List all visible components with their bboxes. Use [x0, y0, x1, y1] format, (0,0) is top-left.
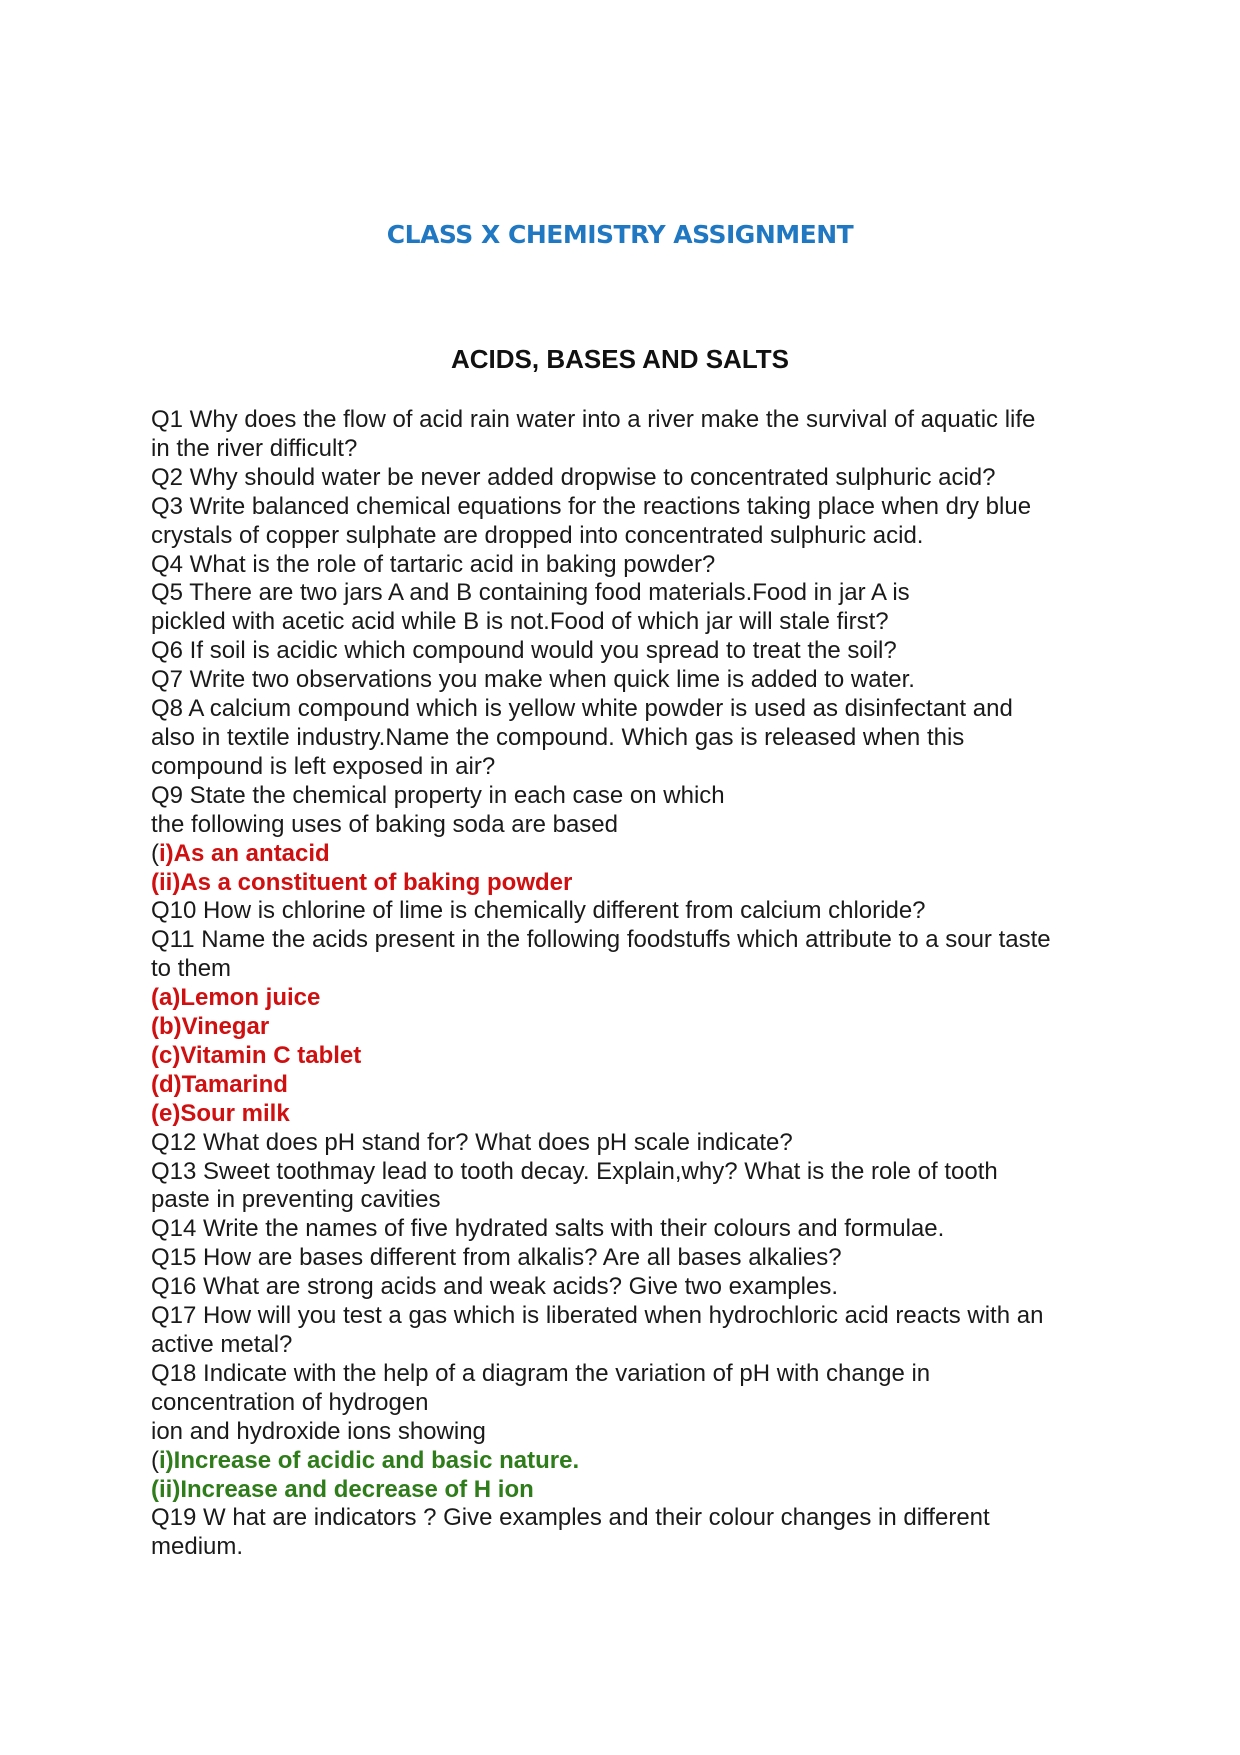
- line-text: in the river difficult?: [151, 434, 358, 462]
- sub-item-line: [151, 1071, 1161, 1100]
- question-line: [151, 1360, 1161, 1389]
- line-text: Q16 What are strong acids and weak acids? Give two examples.: [151, 1273, 838, 1301]
- line-text: paste in preventing cavities: [151, 1186, 441, 1214]
- line-text: active metal?: [151, 1331, 293, 1358]
- question-line: [151, 551, 1161, 580]
- line-text: Q14 Write the names of five hydrated salts with their colours and formulae.: [151, 1215, 945, 1243]
- line-text: (ii)As a constituent of baking powder: [151, 868, 573, 896]
- line-text: pickled with acetic acid while B is not.Food of which jar will stale first?: [151, 608, 889, 636]
- question-line: [151, 811, 1161, 840]
- line-text: Q7 Write two observations you make when quick lime is added to water.: [151, 666, 915, 694]
- question-line: [151, 1273, 1161, 1302]
- question-line: [151, 1389, 1161, 1418]
- question-line: [151, 435, 1161, 464]
- question-line: [151, 753, 1161, 782]
- question-line: [151, 1533, 1161, 1562]
- line-text: (e)Sour milk: [151, 1099, 290, 1127]
- question-line: [151, 955, 1161, 984]
- question-line: [151, 1244, 1161, 1273]
- question-line: [151, 1186, 1161, 1215]
- sub-item-line: [151, 1100, 1161, 1129]
- line-text: Q19 W hat are indicators ? Give examples and their colour changes in different: [151, 1504, 990, 1532]
- sub-item-line: [151, 1476, 1161, 1505]
- question-line: [151, 1158, 1161, 1187]
- question-line: [151, 579, 1161, 608]
- question-line: [151, 1129, 1161, 1158]
- line-text: Q4 What is the role of tartaric acid in baking powder?: [151, 550, 716, 578]
- question-line: [151, 608, 1161, 637]
- line-text: Q3 Write balanced chemical equations for the reactions taking place when dry blue: [151, 492, 1032, 520]
- line-text: i)As an antacid: [159, 839, 330, 867]
- line-text: concentration of hydrogen: [151, 1388, 429, 1416]
- line-text: compound is left exposed in air?: [151, 752, 496, 780]
- question-line: [151, 782, 1161, 811]
- line-text: (c)Vitamin C tablet: [151, 1041, 362, 1069]
- line-text: Q15 How are bases different from alkalis? Are all bases alkalies?: [151, 1244, 842, 1272]
- question-line: [151, 1215, 1161, 1244]
- line-text: Q5 There are two jars A and B containing food materials.Food in jar A is: [151, 579, 910, 607]
- question-line: [151, 493, 1161, 522]
- document-title: CLASS X CHEMISTRY ASSIGNMENT: [386, 220, 854, 249]
- question-line: [151, 897, 1161, 926]
- question-list: [151, 406, 1161, 1562]
- sub-item-line: [151, 1447, 1161, 1476]
- line-text: Q13 Sweet toothmay lead to tooth decay. Explain,why? What is the role of tooth: [151, 1157, 998, 1185]
- line-text: Q12 What does pH stand for? What does pH scale indicate?: [151, 1128, 793, 1156]
- line-text: Q17 How will you test a gas which is liberated when hydrochloric acid reacts with an: [151, 1302, 1044, 1330]
- line-text: (a)Lemon juice: [151, 984, 321, 1012]
- question-line: [151, 695, 1161, 724]
- line-text: i)Increase of acidic and basic nature.: [159, 1446, 580, 1474]
- question-line: [151, 1504, 1161, 1533]
- line-text: Q9 State the chemical property in each case on which: [151, 781, 725, 809]
- line-text: Q2 Why should water be never added dropwise to concentrated sulphuric acid?: [151, 463, 996, 491]
- question-line: [151, 1418, 1161, 1447]
- document-subtitle: ACIDS, BASES AND SALTS: [450, 344, 790, 374]
- line-prefix: (: [151, 839, 159, 867]
- sub-item-line: [151, 869, 1161, 898]
- question-line: [151, 637, 1161, 666]
- question-line: [151, 724, 1161, 753]
- question-line: [151, 522, 1161, 551]
- question-line: [151, 1302, 1161, 1331]
- line-text: also in textile industry.Name the compound. Which gas is released when this: [151, 723, 965, 751]
- sub-item-line: [151, 1013, 1161, 1042]
- question-line: [151, 406, 1161, 435]
- line-prefix: (: [151, 1446, 159, 1474]
- question-line: [151, 1331, 1161, 1360]
- line-text: Q8 A calcium compound which is yellow white powder is used as disinfectant and: [151, 695, 1013, 723]
- line-text: Q18 Indicate with the help of a diagram the variation of pH with change in: [151, 1359, 931, 1387]
- line-text: Q1 Why does the flow of acid rain water into a river make the survival of aquatic life: [151, 406, 1036, 433]
- line-text: (ii)Increase and decrease of H ion: [151, 1475, 534, 1503]
- line-text: (d)Tamarind: [151, 1070, 288, 1098]
- sub-item-line: [151, 1042, 1161, 1071]
- question-line: [151, 666, 1161, 695]
- line-text: Q10 How is chlorine of lime is chemically different from calcium chloride?: [151, 897, 926, 925]
- line-text: crystals of copper sulphate are dropped into concentrated sulphuric acid.: [151, 521, 924, 549]
- line-text: Q11 Name the acids present in the following foodstuffs which attribute to a sour taste: [151, 926, 1051, 954]
- question-line: [151, 926, 1161, 955]
- line-text: ion and hydroxide ions showing: [151, 1417, 486, 1445]
- sub-item-line: [151, 840, 1161, 869]
- line-text: Q6 If soil is acidic which compound would you spread to treat the soil?: [151, 637, 897, 665]
- question-line: [151, 464, 1161, 493]
- line-text: (b)Vinegar: [151, 1013, 270, 1041]
- line-text: medium.: [151, 1533, 244, 1561]
- sub-item-line: [151, 984, 1161, 1013]
- line-text: to them: [151, 955, 232, 983]
- line-text: the following uses of baking soda are based: [151, 810, 618, 838]
